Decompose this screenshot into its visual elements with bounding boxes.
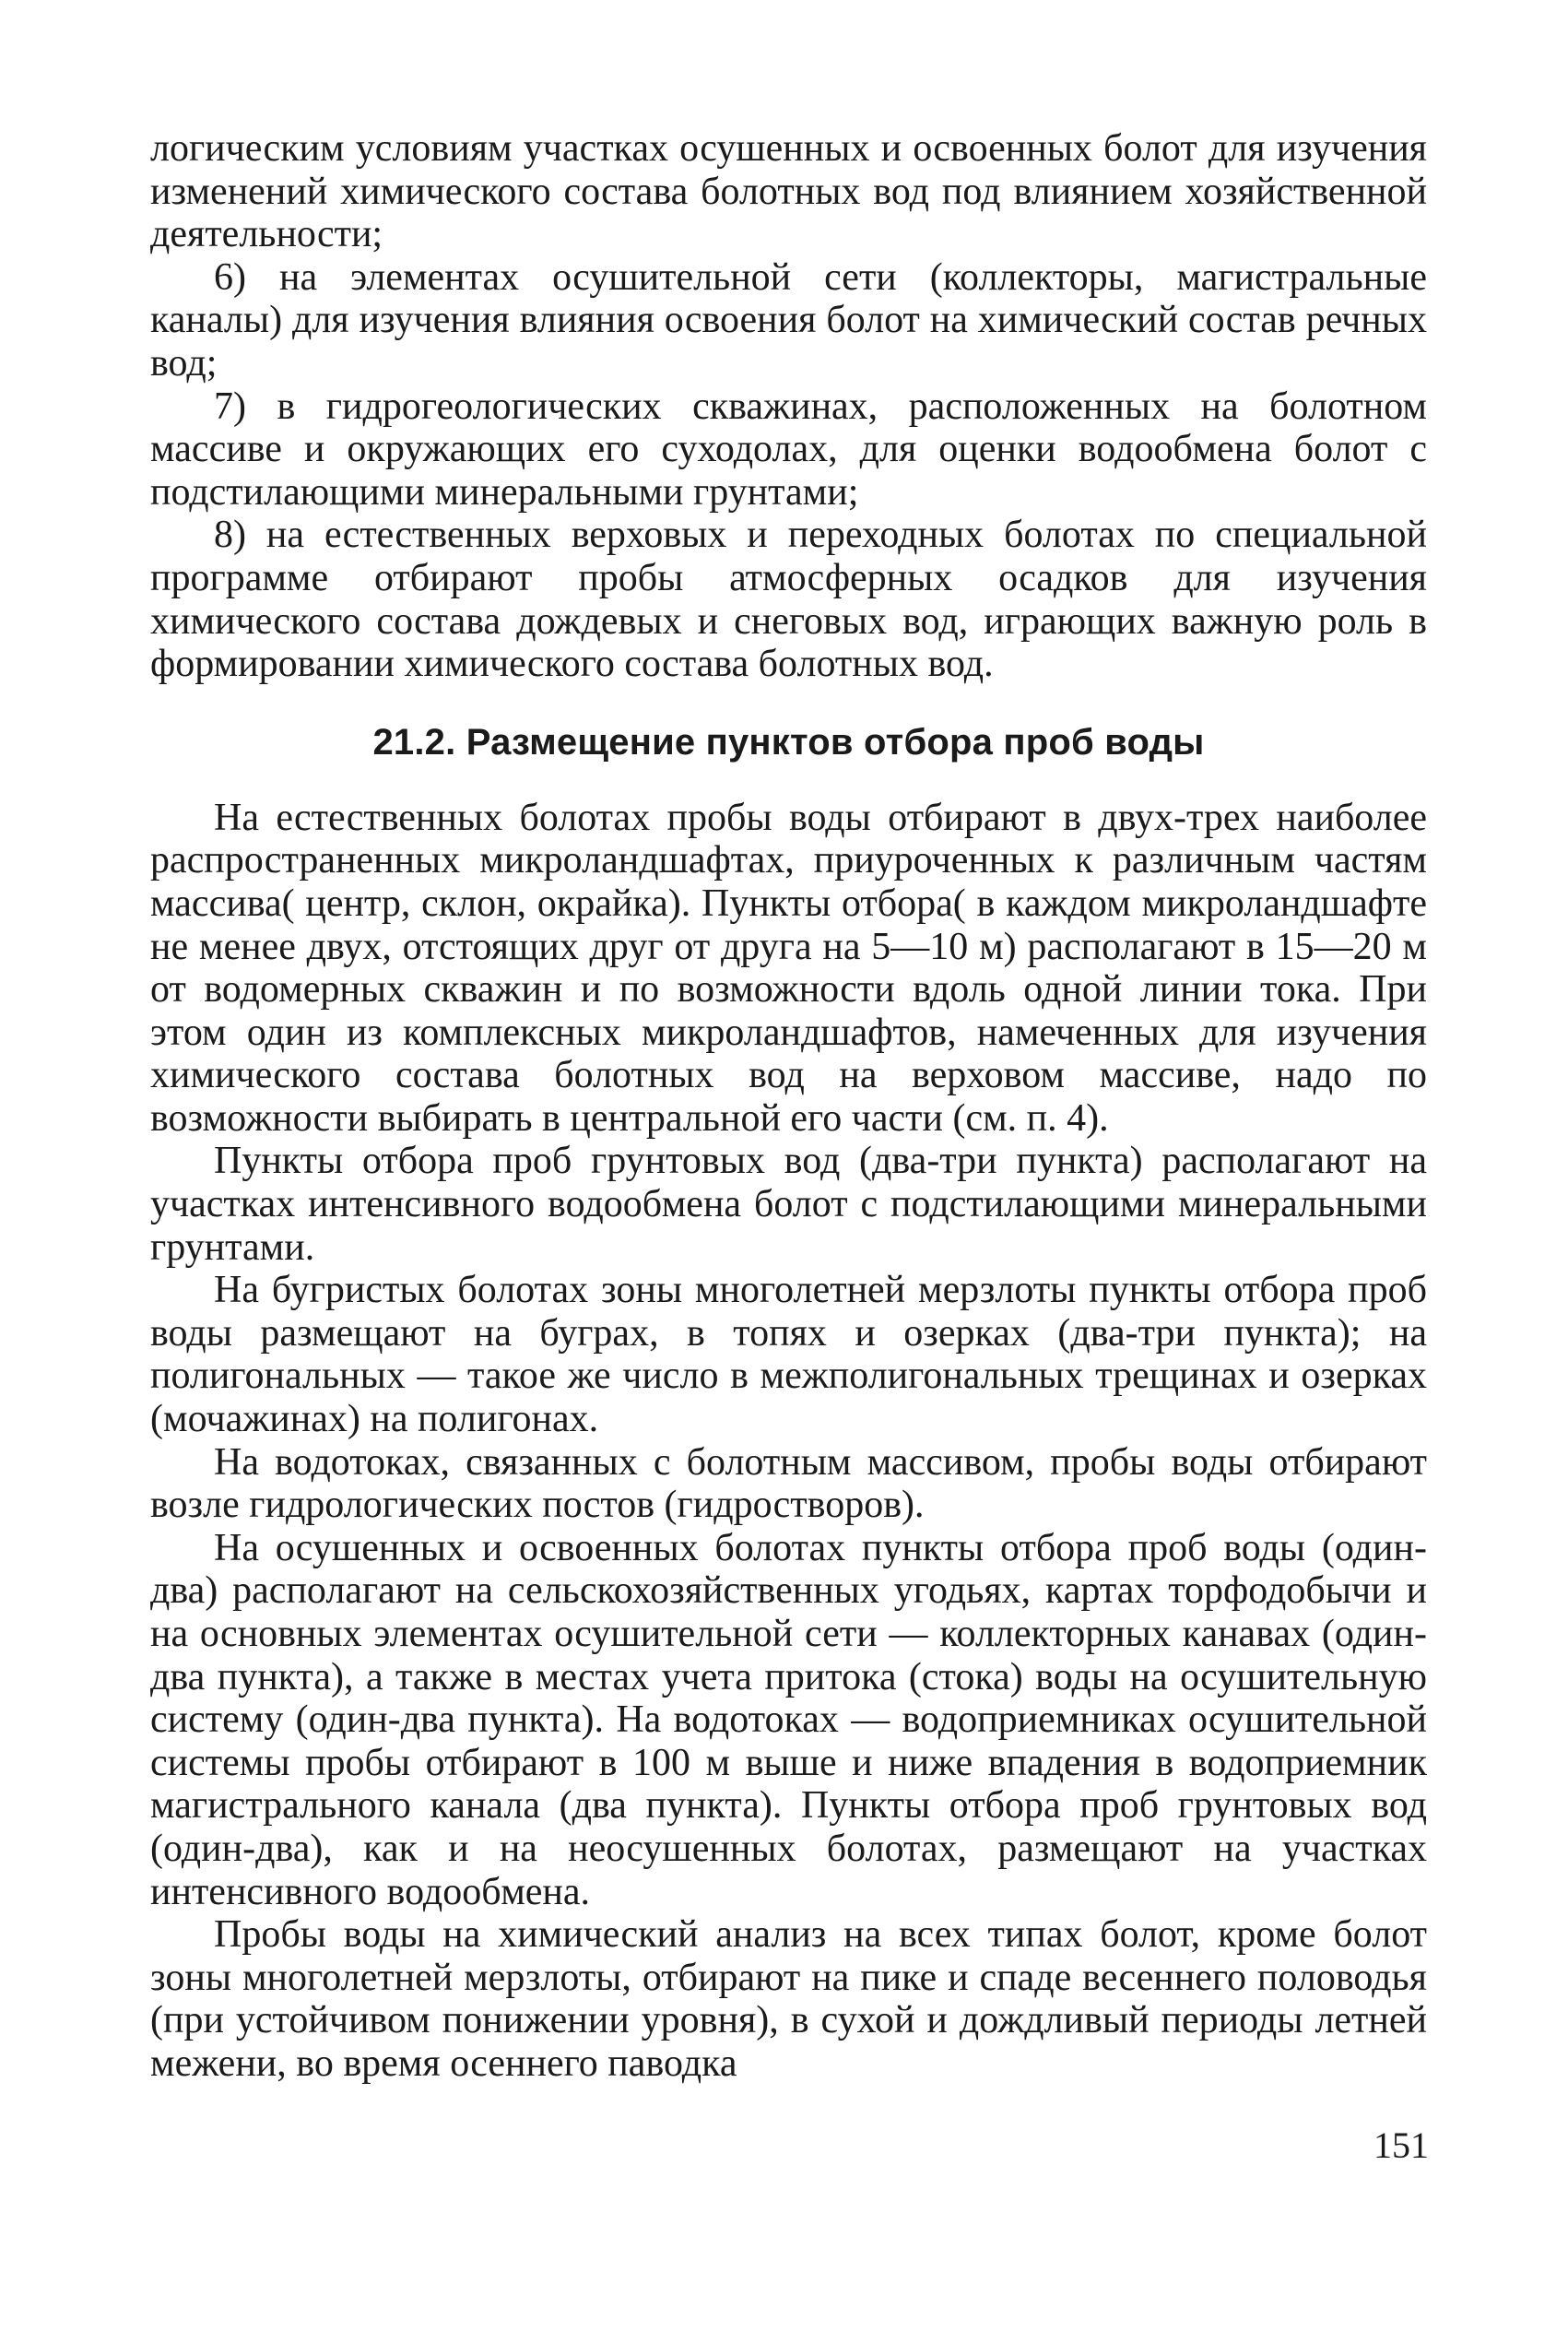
list-item-8: 8) на естественных верховых и переходных болотах по специальной программе отбирают пробы атмосферных осадков для изучения химического состава дождевых и снеговых вод, играющих важную роль в формировании химического состава болотных вод. bbox=[150, 514, 1427, 686]
paragraph-drained-bogs: На осушенных и освоенных болотах пункты отбора проб воды (один-два) располагают на сельскохозяйственных угодьях, картах торфодобычи и на основных элементах осушительной сети — коллекторных канавах (один-два пункта), а также в местах учета притока (стока) воды на осушительную систему (один-два пункта). На водотоках — водоприемниках осушительной системы пробы отбирают в 100 м выше и ниже впадения в водоприемник магистрального канала (два пункта). Пункты отбора проб грунтовых вод (один-два), как и на неосушенных болотах, размещают на участках интенсивного водообмена. bbox=[150, 1526, 1427, 1913]
section-heading: 21.2. Размещение пунктов отбора проб воды bbox=[372, 721, 1205, 763]
paragraph-sampling-periods: Пробы воды на химический анализ на всех типах болот, кроме болот зоны многолетней мерзлоты, отбирают на пике и спаде весеннего половодья (при устойчивом понижении уровня), в сухой и дождливый периоды летней межени, во время осеннего паводка bbox=[150, 1913, 1427, 2085]
list-item-6: 6) на элементах осушительной сети (коллекторы, магистральные каналы) для изучения влияния освоения болот на химический состав речных вод; bbox=[150, 255, 1427, 385]
page-number: 151 bbox=[1373, 2124, 1429, 2166]
page-body bbox=[150, 127, 1427, 2086]
paragraph-permafrost: На бугристых болотах зоны многолетней мерзлоты пункты отбора проб воды размещают на буграх, в топях и озерках (два-три пункта); на полигональных — такое же число в межполигональных трещинах и озерках (мочажинах) на полигонах. bbox=[150, 1269, 1427, 1441]
paragraph-natural-bogs: На естественных болотах пробы воды отбирают в двух-трех наиболее распространенных микроландшафтах, приуроченных к различным частям массива( центр, склон, окрайка). Пункты отбора( в каждом микроландшафте не менее двух, отстоящих друг от друга на 5—10 м) располагают в 15—20 м от водомерных скважин и по возможности вдоль одной линии тока. При этом один из комплексных микроландшафтов, намеченных для изучения химического состава болотных вод на верховом массиве, надо по возможности выбирать в центральной его части (см. п. 4). bbox=[150, 796, 1427, 1140]
paragraph-groundwater: Пункты отбора проб грунтовых вод (два-три пункта) располагают на участках интенсивного водообмена болот с подстилающими минеральными грунтами. bbox=[150, 1140, 1427, 1269]
paragraph-watercourses: На водотоках, связанных с болотным массивом, пробы воды отбирают возле гидрологических постов (гидростворов). bbox=[150, 1440, 1427, 1527]
paragraph-continuation: логическим условиям участках осушенных и освоенных болот для изучения изменений химического состава болотных вод под влиянием хозяйственной деятельности; bbox=[150, 127, 1427, 256]
list-item-7: 7) в гидрогеологических скважинах, расположенных на болотном массиве и окружающих его суходолах, для оценки водообмена болот с подстилающими минеральными грунтами; bbox=[150, 385, 1427, 514]
